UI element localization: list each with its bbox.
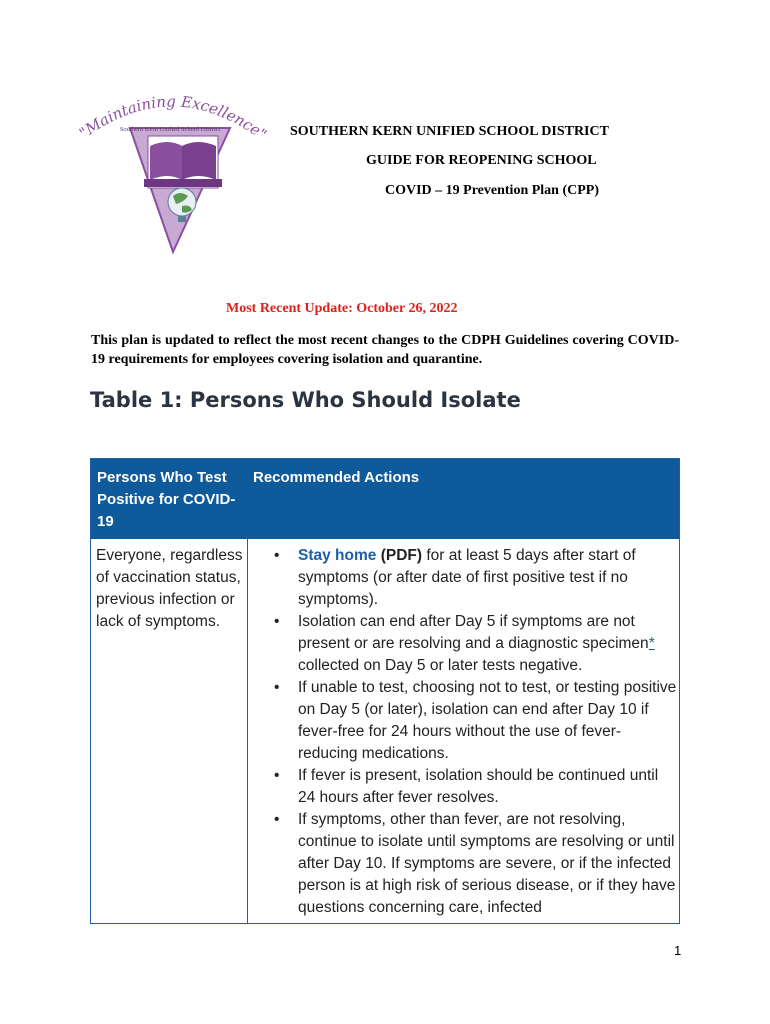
list-item <box>261 545 679 611</box>
list-item: • If unable to test, choosing not to test, or testing positive on Day 5 (or later), isolation can end after Day 10 if fever-free for 24 hours without the use of fever-reducing medications. <box>261 677 679 765</box>
bullet2-text: Isolation can end after Day 5 if symptoms are not present or are resolving and a diagnostic specimen <box>298 613 649 652</box>
list-item <box>261 611 679 677</box>
recommended-actions-list <box>261 545 679 919</box>
table-title: Table 1: Persons Who Should Isolate <box>90 388 521 412</box>
row1-persons-cell: Everyone, regardless of vaccination status, previous infection or lack of symptoms. <box>96 547 243 630</box>
page-number: 1 <box>674 943 682 958</box>
most-recent-update: Most Recent Update: October 26, 2022 <box>226 301 458 316</box>
table-header <box>91 459 679 539</box>
pdf-label: (PDF) <box>380 547 423 564</box>
header-guide: GUIDE FOR REOPENING SCHOOL <box>366 153 597 168</box>
column-divider <box>247 539 248 924</box>
stay-home-link[interactable]: Stay home <box>298 547 377 564</box>
district-logo <box>72 84 272 259</box>
col-header-actions: Recommended Actions <box>253 469 420 486</box>
specimen-footnote-link[interactable]: * <box>648 635 655 652</box>
header-plan: COVID – 19 Prevention Plan (CPP) <box>385 183 599 198</box>
bullet2-text-end: collected on Day 5 or later tests negative. <box>298 657 583 674</box>
intro-paragraph: This plan is updated to reflect the most recent changes to the CDPH Guidelines covering COVID-19 requirements for employees covering isolation and quarantine. <box>91 333 679 367</box>
logo-subtitle: Southern Kern Unified School District <box>119 126 221 133</box>
col-header-persons: Persons Who Test Positive for COVID-19 <box>97 469 236 530</box>
list-item: • If symptoms, other than fever, are not resolving, continue to isolate until symptoms are resolving or until after Day 10. If symptoms are severe, or if the infected person is at high risk of serious disease, or if they have questions concerning care, infected <box>261 809 679 919</box>
isolation-table <box>90 458 680 924</box>
bullet1-text: for at least 5 days after start of symptoms (or after date of first positive test if no symptoms). <box>298 547 636 608</box>
header-district: SOUTHERN KERN UNIFIED SCHOOL DISTRICT <box>290 124 609 139</box>
logo-arc-text: "Maintaining Excellence" <box>75 92 271 144</box>
list-item: • If fever is present, isolation should be continued until 24 hours after fever resolves. <box>261 765 679 809</box>
